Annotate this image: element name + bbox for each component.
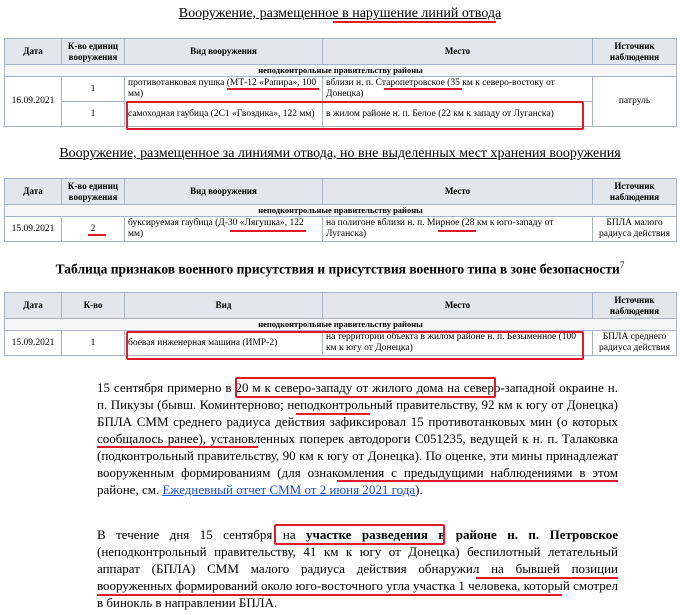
- table2-header-count: К-во единиц вооружения: [62, 179, 125, 205]
- table3-count: 1: [62, 331, 125, 356]
- mines-phrase: 15 противотанковых мин: [410, 414, 553, 429]
- table1-row1-place: вблизи н. п. Старопетровское (35 км к северо-востоку от Донецка): [323, 77, 593, 102]
- footnote-marker[interactable]: 7: [619, 260, 625, 270]
- table-row: [5, 77, 677, 102]
- table2-weapon: буксируемая гаубица (Д-30 «Лягушка», 122 мм): [125, 217, 323, 242]
- table2: [4, 178, 677, 242]
- table1-title: Вооружение, размещенное в нарушение линий отвода: [178, 6, 502, 21]
- table3-header-source: Источник наблюдения: [593, 293, 677, 319]
- table-row: [5, 102, 677, 127]
- table2-date: 15.09.2021: [5, 217, 62, 242]
- table3-weapon: боевая инженерная машина (ИМР-2): [125, 331, 323, 356]
- position-phrase: на бывшей позиции вооруженных формирований около юго-восточного угла участка 1 человека: [97, 561, 618, 593]
- table1-header-count: К-во единиц вооружения: [62, 39, 125, 65]
- table2-header-source: Источник наблюдения: [593, 179, 677, 205]
- separation-area-phrase: на участке разведения: [282, 527, 428, 542]
- table1-header-place: Место: [323, 39, 593, 65]
- table3-source: БПЛА среднего радиуса действия: [593, 331, 677, 356]
- daily-report-link[interactable]: Ежедневный отчет СММ от 2 июня 2021 года: [162, 482, 416, 497]
- table2-region: неподконтрольные правительству районы: [5, 205, 677, 217]
- table1-region: неподконтрольные правительству районы: [5, 65, 677, 77]
- table1-row2-place: в жилом районе н. п. Белое (22 км к западу от Луганска): [323, 102, 593, 127]
- table1-row2-weapon: самоходная гаубица (2С1 «Гвоздика», 122 мм): [125, 102, 323, 127]
- table3-header-date: Дата: [5, 293, 62, 319]
- table3-header-count: К-во: [62, 293, 125, 319]
- table2-place: на полигоне вблизи н. п. Мирное (28 км к юго-западу от Луганска): [323, 217, 593, 242]
- table1-row2-count: 1: [62, 102, 125, 127]
- table3-header-weapon: Вид: [125, 293, 323, 319]
- table1-row1-count: 1: [62, 77, 125, 102]
- table1-date: 16.09.2021: [5, 77, 62, 127]
- table2-source: БПЛА малого радиуса действия: [593, 217, 677, 242]
- table2-header-date: Дата: [5, 179, 62, 205]
- table1-source: патруль: [593, 77, 677, 127]
- table1: [4, 38, 677, 127]
- table3-title: Таблица признаков военного присутствия и присутствия военного типа в зоне безопасности$^7$: [55, 260, 625, 277]
- table3-region: неподконтрольные правительству районы: [5, 319, 677, 331]
- table3: [4, 292, 677, 356]
- table2-count: 2: [62, 217, 125, 242]
- table3-place: на территории объекта в жилом районе н. п. Безыменное (100 км к югу от Донецка): [323, 331, 593, 356]
- table2-header-weapon: Вид вооружения: [125, 179, 323, 205]
- ownership-phrase: принадлежат вооруженным формированиям: [97, 448, 618, 480]
- table1-header-source: Источник наблюдения: [593, 39, 677, 65]
- table3-date: 15.09.2021: [5, 331, 62, 356]
- table1-header-weapon: Вид вооружения: [125, 39, 323, 65]
- table3-header-place: Место: [323, 293, 593, 319]
- table2-title: Вооружение, размещенное за линиями отвода, но вне выделенных мест хранения вооружения: [59, 146, 621, 161]
- paragraph-1: 15 сентября примерно в 20 м к северо-западу от жилого дома на северо-западной окраине н. п. Пикузы (бывш. Коминтерново; неподконтрольный правительству, 92 км к югу от Донецка) БПЛА СММ среднего радиуса действия зафиксировал 15 противотанковых мин (о которых сообщалось ранее), установленных поперек автодороги С051235, ведущей к н. п. Талаковка (подконтрольный правительству, 90 км к югу от Донецка). По оценке, эти мины принадлежат вооруженным формированиям (для ознакомления с предыдущими наблюдениями в этом районе, см. Ежедневный отчет СММ от 2 июня 2021 года).: [97, 380, 618, 497]
- distance-phrase: в 20 м к северо-западу от жилого дома: [225, 380, 444, 395]
- paragraph-2: В течение дня 15 сентября на участке разведения в районе н. п. Петровское (неподконтрольный правительству, 41 км к югу от Донецка) беспилотный летательный аппарат (БПЛА) СММ малого радиуса действия обнаружил на бывшей позиции вооруженных формирований около юго-восточного угла участка 1 человека, который смотрел в бинокль в направлении БПЛА.: [97, 527, 618, 610]
- table2-header-place: Место: [323, 179, 593, 205]
- table-row: [5, 331, 677, 356]
- table1-header-date: Дата: [5, 39, 62, 65]
- table-row: [5, 217, 677, 242]
- table1-row1-weapon: противотанковая пушка (МТ-12 «Рапира», 100 мм): [125, 77, 323, 102]
